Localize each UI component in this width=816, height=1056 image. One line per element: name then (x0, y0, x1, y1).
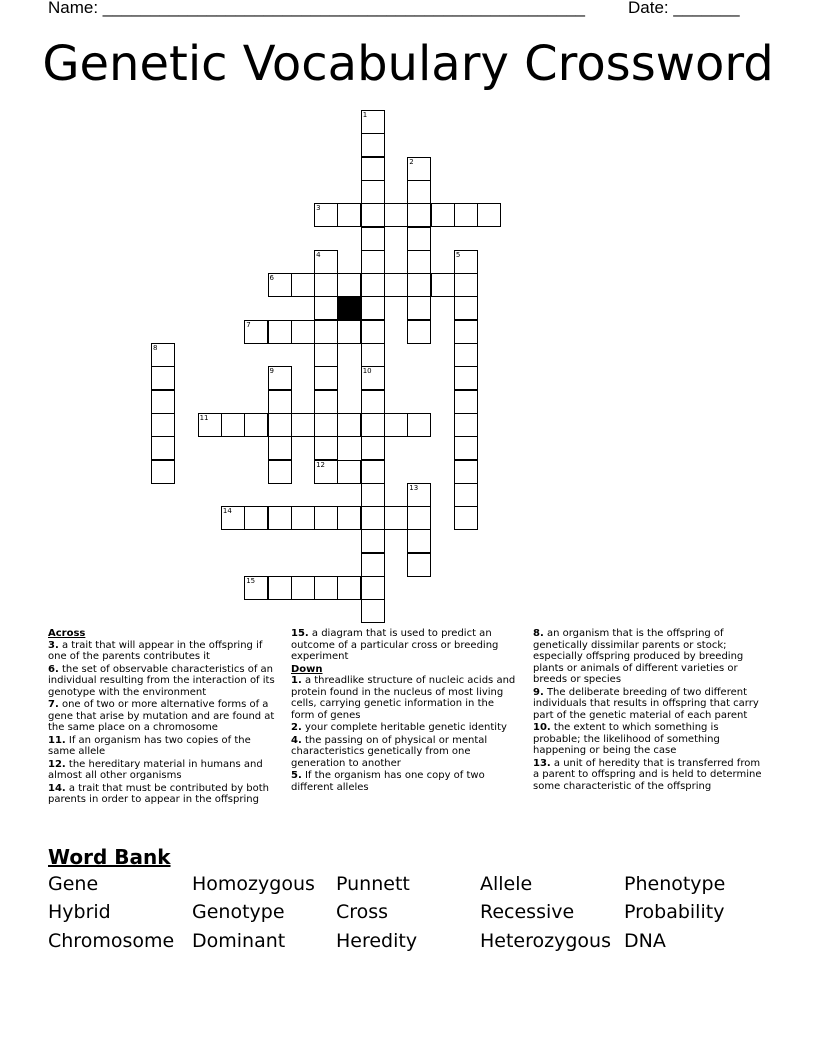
grid-cell[interactable] (314, 390, 338, 414)
grid-cell[interactable] (431, 273, 455, 297)
word-bank-item: Allele (480, 873, 533, 895)
grid-cell[interactable] (361, 227, 385, 251)
grid-cell[interactable] (314, 296, 338, 320)
grid-cell[interactable] (361, 203, 385, 227)
grid-cell[interactable] (151, 436, 175, 460)
word-bank-item: DNA (624, 930, 666, 952)
grid-cell[interactable] (291, 413, 315, 437)
clue-down-1: 1. a threadlike structure of nucleic acids and protein found in the nucleus of most living cells, carrying genetic information in the form of genes (291, 675, 516, 721)
grid-cell[interactable] (454, 483, 478, 507)
grid-cell[interactable] (291, 576, 315, 600)
grid-cell[interactable] (268, 390, 292, 414)
clue-down-5: 5. If the organism has one copy of two different alleles (291, 770, 485, 793)
grid-cell[interactable] (361, 133, 385, 157)
grid-cell[interactable] (454, 203, 478, 227)
grid-cell[interactable] (314, 506, 338, 530)
grid-cell[interactable] (337, 273, 361, 297)
clue-down-9: 9. The deliberate breeding of two different individuals that results in offspring that carry part of the genetic material of each parent (533, 686, 759, 721)
clue-across-14: 14. a trait that must be contributed by both parents in order to appear in the offspring (48, 782, 270, 805)
clue-number: 8 (153, 344, 158, 352)
word-bank-item: Chromosome (48, 930, 175, 952)
clue-number: 10 (362, 367, 372, 376)
word-bank-title: Word Bank (48, 845, 171, 869)
word-bank-item: Gene (48, 873, 99, 895)
grid-cell[interactable] (361, 553, 385, 577)
grid-cell[interactable] (337, 460, 361, 484)
name-field[interactable]: Name: ___________________________________________________ (48, 0, 585, 17)
grid-cell[interactable] (268, 506, 292, 530)
grid-cell[interactable] (384, 273, 408, 297)
clue-down-8: 8. an organism that is the offspring of genetically dissimilar parents or stock; especially offspring produced by breeding plants or animals of different varieties or breeds or species (533, 628, 744, 685)
grid-cell[interactable] (454, 296, 478, 320)
grid-cell[interactable] (407, 506, 431, 530)
word-bank-item: Probability (624, 901, 725, 923)
grid-cell[interactable] (454, 460, 478, 484)
clue-number: 12 (316, 460, 326, 469)
clue-number: 5 (455, 250, 461, 259)
grid-cell[interactable] (361, 576, 385, 600)
clue-across-6: 6. the set of observable characteristics of an individual resulting from the interaction of its genotype with the environment (48, 663, 275, 698)
grid-cell[interactable] (454, 343, 478, 367)
down-heading: Down (291, 663, 323, 675)
clue-across-3: 3. a trait that will appear in the offspring if one of the parents contributes it (48, 639, 263, 662)
clue-down-4: 4. the passing on of physical or mental characteristics genetically from one generation to another (291, 734, 488, 769)
grid-cell[interactable] (454, 273, 478, 297)
grid-cell[interactable] (361, 320, 385, 344)
grid-cell[interactable] (361, 343, 385, 367)
clue-across-11: 11. If an organism has two copies of the same allele (48, 734, 251, 757)
grid-cell[interactable] (454, 413, 478, 437)
grid-cell[interactable] (384, 413, 408, 437)
word-bank-item: Heterozygous (480, 930, 611, 952)
clue-across-15: 15. a diagram that is used to predict an outcome of a particular cross or breeding experiment (291, 628, 499, 662)
grid-cell[interactable] (361, 390, 385, 414)
grid-cell[interactable] (244, 506, 268, 530)
grid-cell[interactable] (268, 576, 292, 600)
grid-cell[interactable] (314, 366, 338, 390)
grid-cell[interactable] (361, 296, 385, 320)
grid-cell[interactable] (268, 436, 292, 460)
grid-cell[interactable] (361, 273, 385, 297)
grid-cell[interactable] (407, 296, 431, 320)
black-cell (337, 296, 361, 320)
grid-cell[interactable] (477, 203, 501, 227)
grid-cell[interactable] (337, 320, 361, 344)
grid-cell[interactable] (454, 320, 478, 344)
grid-cell[interactable] (268, 413, 292, 437)
grid-cell[interactable] (454, 436, 478, 460)
grid-cell[interactable] (337, 506, 361, 530)
grid-cell[interactable] (314, 413, 338, 437)
grid-cell[interactable] (407, 250, 431, 274)
clue-number: 9 (269, 367, 274, 376)
grid-cell[interactable] (454, 506, 478, 530)
grid-cell[interactable] (291, 506, 315, 530)
grid-cell[interactable] (407, 320, 431, 344)
word-bank-item: Genotype (192, 901, 285, 923)
grid-cell[interactable] (454, 390, 478, 414)
word-bank-item: Heredity (336, 930, 418, 952)
grid-cell[interactable] (407, 203, 431, 227)
word-bank-item: Homozygous (192, 873, 315, 895)
grid-cell[interactable] (314, 436, 338, 460)
word-bank-item: Recessive (480, 901, 575, 923)
grid-cell[interactable] (337, 413, 361, 437)
grid-cell[interactable] (361, 436, 385, 460)
clue-number: 6 (269, 274, 274, 283)
grid-cell[interactable] (337, 576, 361, 600)
clues-column-3 (533, 628, 765, 793)
clue-number: 13 (409, 483, 419, 492)
clue-across-7: 7. one of two or more alternative forms of a gene that arise by mutation and are found at the same place on a chromosome (48, 699, 275, 733)
date-field[interactable]: Date: _______ (628, 0, 740, 17)
clue-number: 3 (316, 204, 321, 213)
grid-cell[interactable] (407, 227, 431, 251)
clue-down-13: 13. a unit of heredity that is transferred from a parent to offspring and is held to determine some characteristic of the offspring (533, 757, 762, 792)
clue-number: 1 (362, 111, 368, 119)
clue-number: 7 (246, 320, 251, 329)
clue-number: 2 (409, 157, 414, 166)
grid-cell[interactable] (314, 320, 338, 344)
grid-cell[interactable] (431, 203, 455, 227)
grid-cell[interactable] (384, 506, 408, 530)
word-bank-item: Punnett (336, 873, 410, 895)
grid-cell[interactable] (407, 553, 431, 577)
grid-cell[interactable] (361, 599, 385, 623)
grid-cell[interactable] (268, 460, 292, 484)
word-bank-item: Cross (336, 901, 389, 923)
grid-cell[interactable] (407, 529, 431, 553)
grid-cell[interactable] (361, 180, 385, 204)
grid-cell[interactable] (244, 413, 268, 437)
grid-cell[interactable] (407, 413, 431, 437)
clue-across-12: 12. the hereditary material in humans and almost all other organisms (48, 758, 263, 781)
grid-cell[interactable] (151, 390, 175, 414)
clue-number: 4 (316, 250, 321, 259)
grid-cell[interactable] (291, 320, 315, 344)
grid-cell[interactable] (384, 203, 408, 227)
clues-column-1 (48, 628, 280, 807)
clue-number: 11 (199, 413, 209, 422)
grid-cell[interactable] (407, 180, 431, 204)
word-bank-item: Hybrid (48, 901, 111, 923)
grid-cell[interactable] (221, 413, 245, 437)
grid-cell[interactable] (314, 576, 338, 600)
grid-cell[interactable] (361, 413, 385, 437)
grid-cell[interactable] (314, 343, 338, 367)
clue-down-10: 10. the extent to which something is probable; the likelihood of something happening or being the case (533, 722, 720, 756)
grid-cell[interactable] (361, 157, 385, 181)
grid-cell[interactable] (361, 460, 385, 484)
grid-cell[interactable] (291, 273, 315, 297)
grid-cell[interactable] (151, 413, 175, 437)
grid-cell[interactable] (361, 529, 385, 553)
page-title: Genetic Vocabulary Crossword (42, 36, 774, 92)
grid-cell[interactable] (268, 320, 292, 344)
grid-cell[interactable] (314, 273, 338, 297)
clue-number: 14 (222, 507, 232, 516)
word-bank-item: Phenotype (624, 873, 726, 895)
grid-cell[interactable] (454, 366, 478, 390)
grid-cell[interactable] (407, 273, 431, 297)
word-bank-item: Dominant (192, 930, 286, 952)
grid-cell[interactable] (361, 483, 385, 507)
grid-cell[interactable] (361, 250, 385, 274)
clue-number: 15 (246, 577, 256, 585)
clues-column-2 (291, 628, 519, 794)
grid-cell[interactable] (151, 366, 175, 390)
clue-down-2: 2. your complete heritable genetic identity (291, 722, 507, 733)
grid-cell[interactable] (361, 506, 385, 530)
grid-cell[interactable] (151, 460, 175, 484)
grid-cell[interactable] (337, 203, 361, 227)
across-heading: Across (48, 628, 86, 639)
